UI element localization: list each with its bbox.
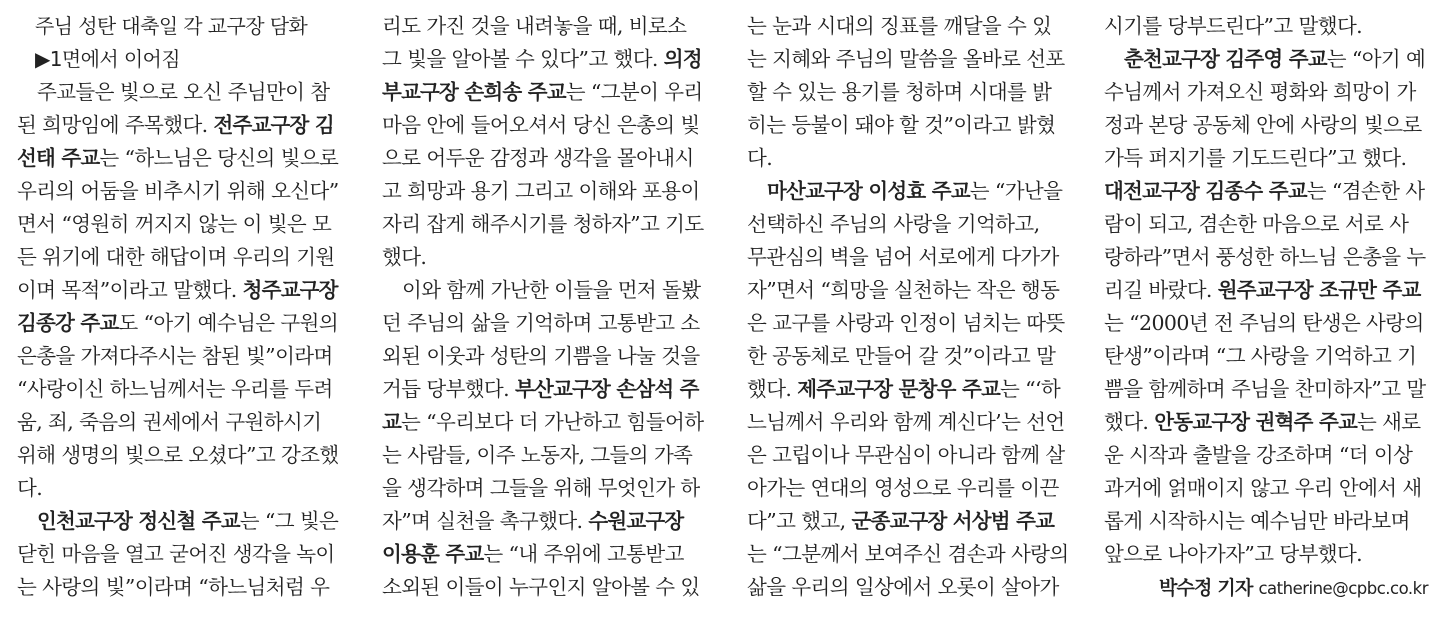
text-line	[382, 109, 710, 142]
text-segment: 앞으로 나아가자”고 당부했다.	[1104, 542, 1363, 566]
text-segment: 을 생각하며 그들을 위해 무엇인가 하	[382, 476, 700, 500]
text-line	[17, 340, 345, 373]
text-line	[17, 175, 345, 208]
text-line	[17, 307, 345, 340]
text-line	[747, 142, 1075, 175]
text-line	[382, 307, 710, 340]
bishop-name: 마산교구장 이성효 주교	[767, 179, 970, 203]
text-segment: 쁨을 함께하며 주님을 찬미하자”고 말	[1104, 377, 1426, 401]
text-segment: 이와 함께 가난한 이들을 먼저 돌봤	[402, 278, 701, 302]
bishop-name: 전주교구장 김	[213, 113, 334, 137]
article-heading: 주님 성탄 대축일 각 교구장 담화	[35, 14, 308, 38]
text-line	[382, 43, 710, 76]
article-column-1	[17, 10, 345, 604]
text-segment: 아가는 연대의 영성으로 우리를 이끈	[747, 476, 1059, 500]
text-segment: “사랑이신 하느님께서는 우리를 두려	[17, 377, 333, 401]
text-line	[17, 241, 345, 274]
text-segment: 가득 퍼지기를 기도드린다”고 했다.	[1104, 146, 1407, 170]
text-segment: 자”며 실천을 촉구했다.	[382, 509, 589, 533]
text-line	[1104, 109, 1432, 142]
text-segment: 는 “가난을	[969, 179, 1063, 203]
bishop-name: 김종강 주교	[17, 311, 119, 335]
text-segment: 이며 목적”이라고 말했다.	[17, 278, 243, 302]
text-line	[17, 373, 345, 406]
text-segment: 든 위기에 대한 해답이며 우리의 기원	[17, 245, 335, 269]
text-segment: 는 “하느님은 당신의 빛으로	[99, 146, 339, 170]
text-segment: 는 “겸손한 사	[1306, 179, 1425, 203]
text-segment: 했다.	[747, 377, 798, 401]
text-segment: 과거에 얽매이지 않고 우리 안에서 새	[1104, 476, 1422, 500]
text-line	[747, 43, 1075, 76]
byline	[1104, 571, 1432, 604]
text-line	[17, 406, 345, 439]
text-line	[1104, 505, 1432, 538]
article-column-2	[382, 10, 710, 604]
text-segment: 던 주님의 삶을 기억하며 고통받고 소	[382, 311, 700, 335]
text-line	[382, 505, 710, 538]
reporter-name: 박수정 기자	[1158, 577, 1253, 599]
text-segment: 거듭 당부했다.	[382, 377, 515, 401]
bishop-name: 수원교구장	[588, 509, 684, 533]
text-segment: 은총을 가져다주시는 참된 빛”이라며	[17, 344, 333, 368]
bishop-name: 청주교구장	[242, 278, 338, 302]
reporter-email: catherine@cpbc.co.kr	[1258, 579, 1428, 598]
bishop-name: 제주교구장 문창우 주교	[797, 377, 1000, 401]
text-line	[17, 439, 345, 472]
text-line	[1104, 406, 1432, 439]
text-segment: 자리 잡게 해주시기를 청하자”고 기도	[382, 212, 704, 236]
bishop-name: 군종교구장 서상범 주교	[851, 509, 1055, 533]
text-segment: 삶을 우리의 일상에서 오롯이 살아가	[747, 575, 1059, 599]
text-segment: 리도 가진 것을 내려놓을 때, 비로소	[382, 14, 687, 38]
bishop-name: 안동교구장 권혁주 주교	[1154, 410, 1357, 434]
text-segment: 다.	[747, 146, 773, 170]
text-segment: 도 “아기 예수님은 구원의	[118, 311, 339, 335]
text-line	[747, 571, 1075, 604]
text-segment: 움, 죄, 죽음의 권세에서 구원하시기	[17, 410, 322, 434]
text-line	[747, 340, 1075, 373]
text-segment: 다.	[17, 476, 43, 500]
text-line	[747, 109, 1075, 142]
text-segment: 는 “내 주위에 고통받고	[483, 542, 684, 566]
text-line	[1104, 340, 1432, 373]
text-segment: 그 빛을 알아볼 수 있다”고 했다.	[382, 47, 664, 71]
bishop-name: 대전교구장 김종수 주교	[1104, 179, 1307, 203]
column-4-body	[1104, 10, 1432, 571]
text-line	[382, 241, 710, 274]
text-segment: 느님께서 우리와 함께 계신다’는 선언	[747, 410, 1065, 434]
bishop-name: 선태 주교	[17, 146, 100, 170]
text-line	[17, 274, 345, 307]
text-line	[382, 340, 710, 373]
text-line	[382, 472, 710, 505]
text-segment: 리길 바랐다.	[1104, 278, 1218, 302]
text-line	[382, 208, 710, 241]
text-line	[1104, 241, 1432, 274]
text-segment: 람이 되고, 겸손한 마음으로 서로 사	[1104, 212, 1409, 236]
text-line	[382, 175, 710, 208]
text-segment: 히는 등불이 돼야 할 것”이라고 밝혔	[747, 113, 1056, 137]
text-line	[17, 76, 345, 109]
text-segment: 운 시작과 출발을 강조하며 “더 이상	[1104, 443, 1413, 467]
text-line	[1104, 142, 1432, 175]
text-segment: 는 사람들, 이주 노동자, 그들의 가족	[382, 443, 693, 467]
text-line	[747, 208, 1075, 241]
text-segment: 으로 어두운 감정과 생각을 몰아내시	[382, 146, 694, 170]
text-segment: 했다.	[382, 245, 427, 269]
text-segment: 는 “아기 예	[1326, 47, 1426, 71]
bishop-name: 교	[382, 410, 402, 434]
text-line	[747, 472, 1075, 505]
text-segment: 는 새로	[1356, 410, 1421, 434]
bishop-name: 이용훈 주교	[382, 542, 484, 566]
text-segment: 은 고립이나 무관심이 아니라 함께 살	[747, 443, 1065, 467]
text-segment: 했다.	[1104, 410, 1155, 434]
text-line	[747, 175, 1075, 208]
text-segment: 닫힌 마음을 열고 굳어진 생각을 녹이	[17, 542, 335, 566]
text-line	[1104, 76, 1432, 109]
text-line	[747, 76, 1075, 109]
text-segment: 는 “2000년 전 주님의 탄생은 사랑의	[1104, 311, 1424, 335]
bishop-name: 부산교구장 손삼석 주	[514, 377, 699, 401]
column-2-body	[382, 10, 710, 604]
text-segment: 할 수 있는 용기를 청하며 시대를 밝	[747, 80, 1052, 104]
text-line	[17, 538, 345, 571]
text-segment: 고 희망과 용기 그리고 이해와 포용이	[382, 179, 700, 203]
bishop-name: 원주교구장 조규만 주교	[1217, 278, 1421, 302]
text-line	[382, 373, 710, 406]
text-segment: 다”고 했고,	[747, 509, 852, 533]
text-line	[382, 274, 710, 307]
bishop-name: 춘천교구장 김주영 주교	[1124, 47, 1327, 71]
text-line	[17, 571, 345, 604]
text-segment: 는 “‘하	[999, 377, 1061, 401]
text-line	[17, 109, 345, 142]
text-segment: 는 “그분이 우리	[565, 80, 703, 104]
text-segment: 랑하라”면서 풍성한 하느님 은총을 누	[1104, 245, 1426, 269]
text-segment: 주교들은 빛으로 오신 주님만이 참	[37, 80, 330, 104]
text-line	[382, 439, 710, 472]
text-line	[747, 274, 1075, 307]
text-line	[1104, 472, 1432, 505]
article-column-3	[747, 10, 1075, 604]
text-line	[1104, 307, 1432, 340]
text-line	[17, 208, 345, 241]
text-line	[17, 472, 345, 505]
text-line	[382, 76, 710, 109]
text-segment: 정과 본당 공동체 안에 사랑의 빛으로	[1104, 113, 1422, 137]
column-3-body	[747, 10, 1075, 604]
text-segment: 는 지혜와 주님의 말씀을 올바로 선포	[747, 47, 1065, 71]
text-segment: 롭게 시작하시는 예수님만 바라보며	[1104, 509, 1410, 533]
text-line	[747, 307, 1075, 340]
text-line	[17, 142, 345, 175]
text-line	[1104, 208, 1432, 241]
text-line	[1104, 175, 1432, 208]
text-segment: 는 눈과 시대의 징표를 깨달을 수 있	[747, 14, 1052, 38]
text-line	[1104, 43, 1432, 76]
text-segment: 시기를 당부드린다”고 말했다.	[1104, 14, 1363, 38]
article-column-4	[1104, 10, 1432, 604]
bishop-name: 부교구장 손희송 주교	[382, 80, 566, 104]
text-segment: 는 “그 빛은	[239, 509, 339, 533]
text-segment: 무관심의 벽을 넘어 서로에게 다가가	[747, 245, 1059, 269]
text-line	[747, 538, 1075, 571]
text-segment: 자”면서 “희망을 실천하는 작은 행동	[747, 278, 1060, 302]
text-line	[747, 439, 1075, 472]
text-line	[382, 142, 710, 175]
text-line	[1104, 373, 1432, 406]
text-line	[1104, 538, 1432, 571]
text-line	[1104, 10, 1432, 43]
text-line	[382, 571, 710, 604]
text-line	[747, 10, 1075, 43]
continued-from-marker: ▶1면에서 이어짐	[35, 47, 180, 71]
text-segment: 는 “우리보다 더 가난하고 힘들어하	[401, 410, 704, 434]
text-segment: 수님께서 가져오신 평화와 희망이 가	[1104, 80, 1416, 104]
text-line	[747, 241, 1075, 274]
text-line	[1104, 274, 1432, 307]
text-line	[17, 505, 345, 538]
text-segment: 는 사랑의 빛”이라며 “하느님처럼 우	[17, 575, 330, 599]
text-segment: 우리의 어둠을 비추시기 위해 오신다”	[17, 179, 339, 203]
text-segment: 선택하신 주님의 사랑을 기억하고,	[747, 212, 1040, 236]
text-segment: 은 교구를 사랑과 인정이 넘치는 따뜻	[747, 311, 1065, 335]
text-line	[382, 406, 710, 439]
text-segment: 위해 생명의 빛으로 오셨다”고 강조했	[17, 443, 339, 467]
text-segment: 된 희망임에 주목했다.	[17, 113, 214, 137]
text-line	[747, 406, 1075, 439]
text-line	[747, 373, 1075, 406]
text-line	[747, 505, 1075, 538]
bishop-name: 인천교구장 정신철 주교	[37, 509, 240, 533]
text-segment: 소외된 이들이 누구인지 알아볼 수 있	[382, 575, 700, 599]
column-1-body	[17, 76, 345, 604]
text-segment: 한 공동체로 만들어 갈 것”이라고 말	[747, 344, 1056, 368]
text-line	[382, 538, 710, 571]
text-segment: 외된 이웃과 성탄의 기쁨을 나눌 것을	[382, 344, 700, 368]
text-line	[382, 10, 710, 43]
text-segment: 면서 “영원히 꺼지지 않는 이 빛은 모	[17, 212, 332, 236]
text-segment: 탄생”이라며 “그 사랑을 기억하고 기	[1104, 344, 1417, 368]
text-segment: 마음 안에 들어오셔서 당신 은총의 빛	[382, 113, 700, 137]
text-segment: 는 “그분께서 보여주신 겸손과 사랑의	[747, 542, 1069, 566]
bishop-name: 의정	[663, 47, 702, 71]
text-line	[1104, 439, 1432, 472]
